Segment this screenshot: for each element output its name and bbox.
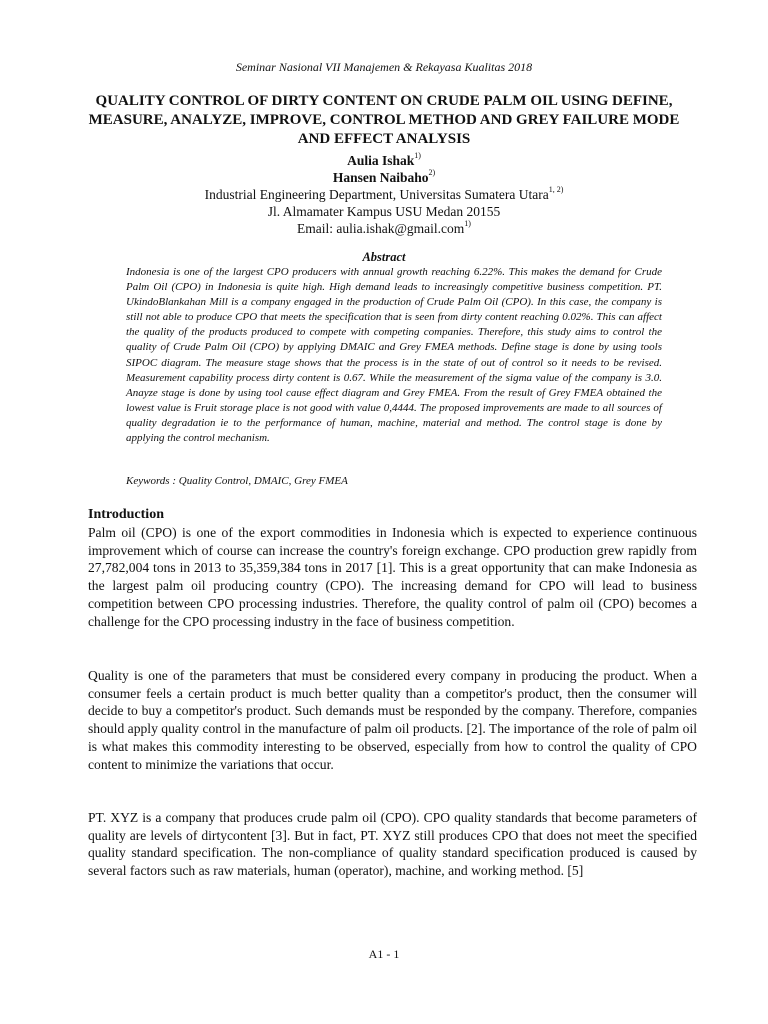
author-line-1 [0,152,768,169]
email-sup: 1) [464,219,471,228]
affiliation-line [0,186,768,203]
author-sup-2: 2) [428,168,436,177]
author-name-2: Hansen Naibaho [332,170,429,185]
author-block [0,152,768,237]
author-name-1: Aulia Ishak [347,153,415,168]
affiliation-sup: 1, 2) [548,185,564,194]
page-number: A1 - 1 [368,947,400,961]
abstract-text: Indonesia is one of the largest CPO producers with annual growth reaching 6.22%. This makes the demand for Crude Palm Oil (CPO) in Indonesia is quite high. High demand leads to increasingly competitive business competition. PT. UkindoBlankahan Mill is a company engaged in the production of Crude Palm Oil (CPO). In this case, the company is still not able to produce CPO that meets the specification that is seen from dirty content reaching 0.02%. This can affect the quality of the products produced to compete with competing companies. Therefore, this study aims to control the quality of Crude Palm Oil (CPO) by applying DMAIC and Grey FMEA methods. Define stage is done by using tools SIPOC diagram. The measure stage shows that the process is in the state of out of control so it needs to be revised. Measurement capability process dirty content is 0.67. While the measurement of the sigma value of the company is 3.0. Anayze stage is done by using tool cause effect diagram and Grey FMEA. From the result of Grey FMEA obtained the lowest value is Fruit storage place is not good with value 0,4444. The proposed improvements are made to all sources of quality degradation ie to the performance of human, machine, material and method. The control stage is done by applying the control mechanism. [126,266,662,445]
running-header: Seminar Nasional VII Manajemen & Rekayasa Kualitas 2018 [235,60,533,74]
affiliation: Industrial Engineering Department, Universitas Sumatera Utara [204,187,549,202]
author-sup-1: 1) [414,151,421,160]
keywords: Keywords : Quality Control, DMAIC, Grey FMEA [126,475,348,487]
author-line-2 [0,169,768,186]
email-line [0,220,768,237]
address: Jl. Almamater Kampus USU Medan 20155 [267,204,501,219]
intro-paragraph-2: Quality is one of the parameters that must be considered every company in producing the product. When a consumer feels a certain product is much better quality than a competitor's product, then the consumer will decide to buy a competitor's product. Such demands must be responded by the company. Therefore, companies should apply quality control in the manufacture of palm oil products. [2]. The importance of the role of palm oil is what makes this commodity interesting to be observed, especially from how to control the quality of CPO content to minimize the variations that occur. [88,668,697,772]
intro-paragraph-1: Palm oil (CPO) is one of the export commodities in Indonesia which is expected to experience continuous improvement which of course can increase the country's foreign exchange. CPO production grew rapidly from 27,782,004 tons in 2013 to 35,359,384 tons in 2017 [1]. This is a great opportunity that can make Indonesia as the largest palm oil producing country (CPO). The increasing demand for CPO will lead to business competition between CPO processing industries. Therefore, the quality control of palm oil (CPO) becomes a challenge for the CPO processing industry in the face of business competition. [88,525,697,629]
email: Email: aulia.ishak@gmail.com [297,221,465,236]
section-heading-introduction: Introduction [88,507,164,522]
paper-title: QUALITY CONTROL OF DIRTY CONTENT ON CRUDE PALM OIL USING DEFINE, MEASURE, ANALYZE, IMPROVE, CONTROL METHOD AND GREY FAILURE MODE AND EFFECT ANALYSIS [88,93,680,147]
intro-paragraph-3: PT. XYZ is a company that produces crude palm oil (CPO). CPO quality standards that become parameters of quality are levels of dirtycontent [3]. But in fact, PT. XYZ still produces CPO that does not meet the specified quality standard specification. The non-compliance of quality standard specification produced is caused by several factors such as raw materials, human (operator), machine, and working method. [5] [88,810,697,879]
abstract-heading: Abstract [362,250,406,264]
